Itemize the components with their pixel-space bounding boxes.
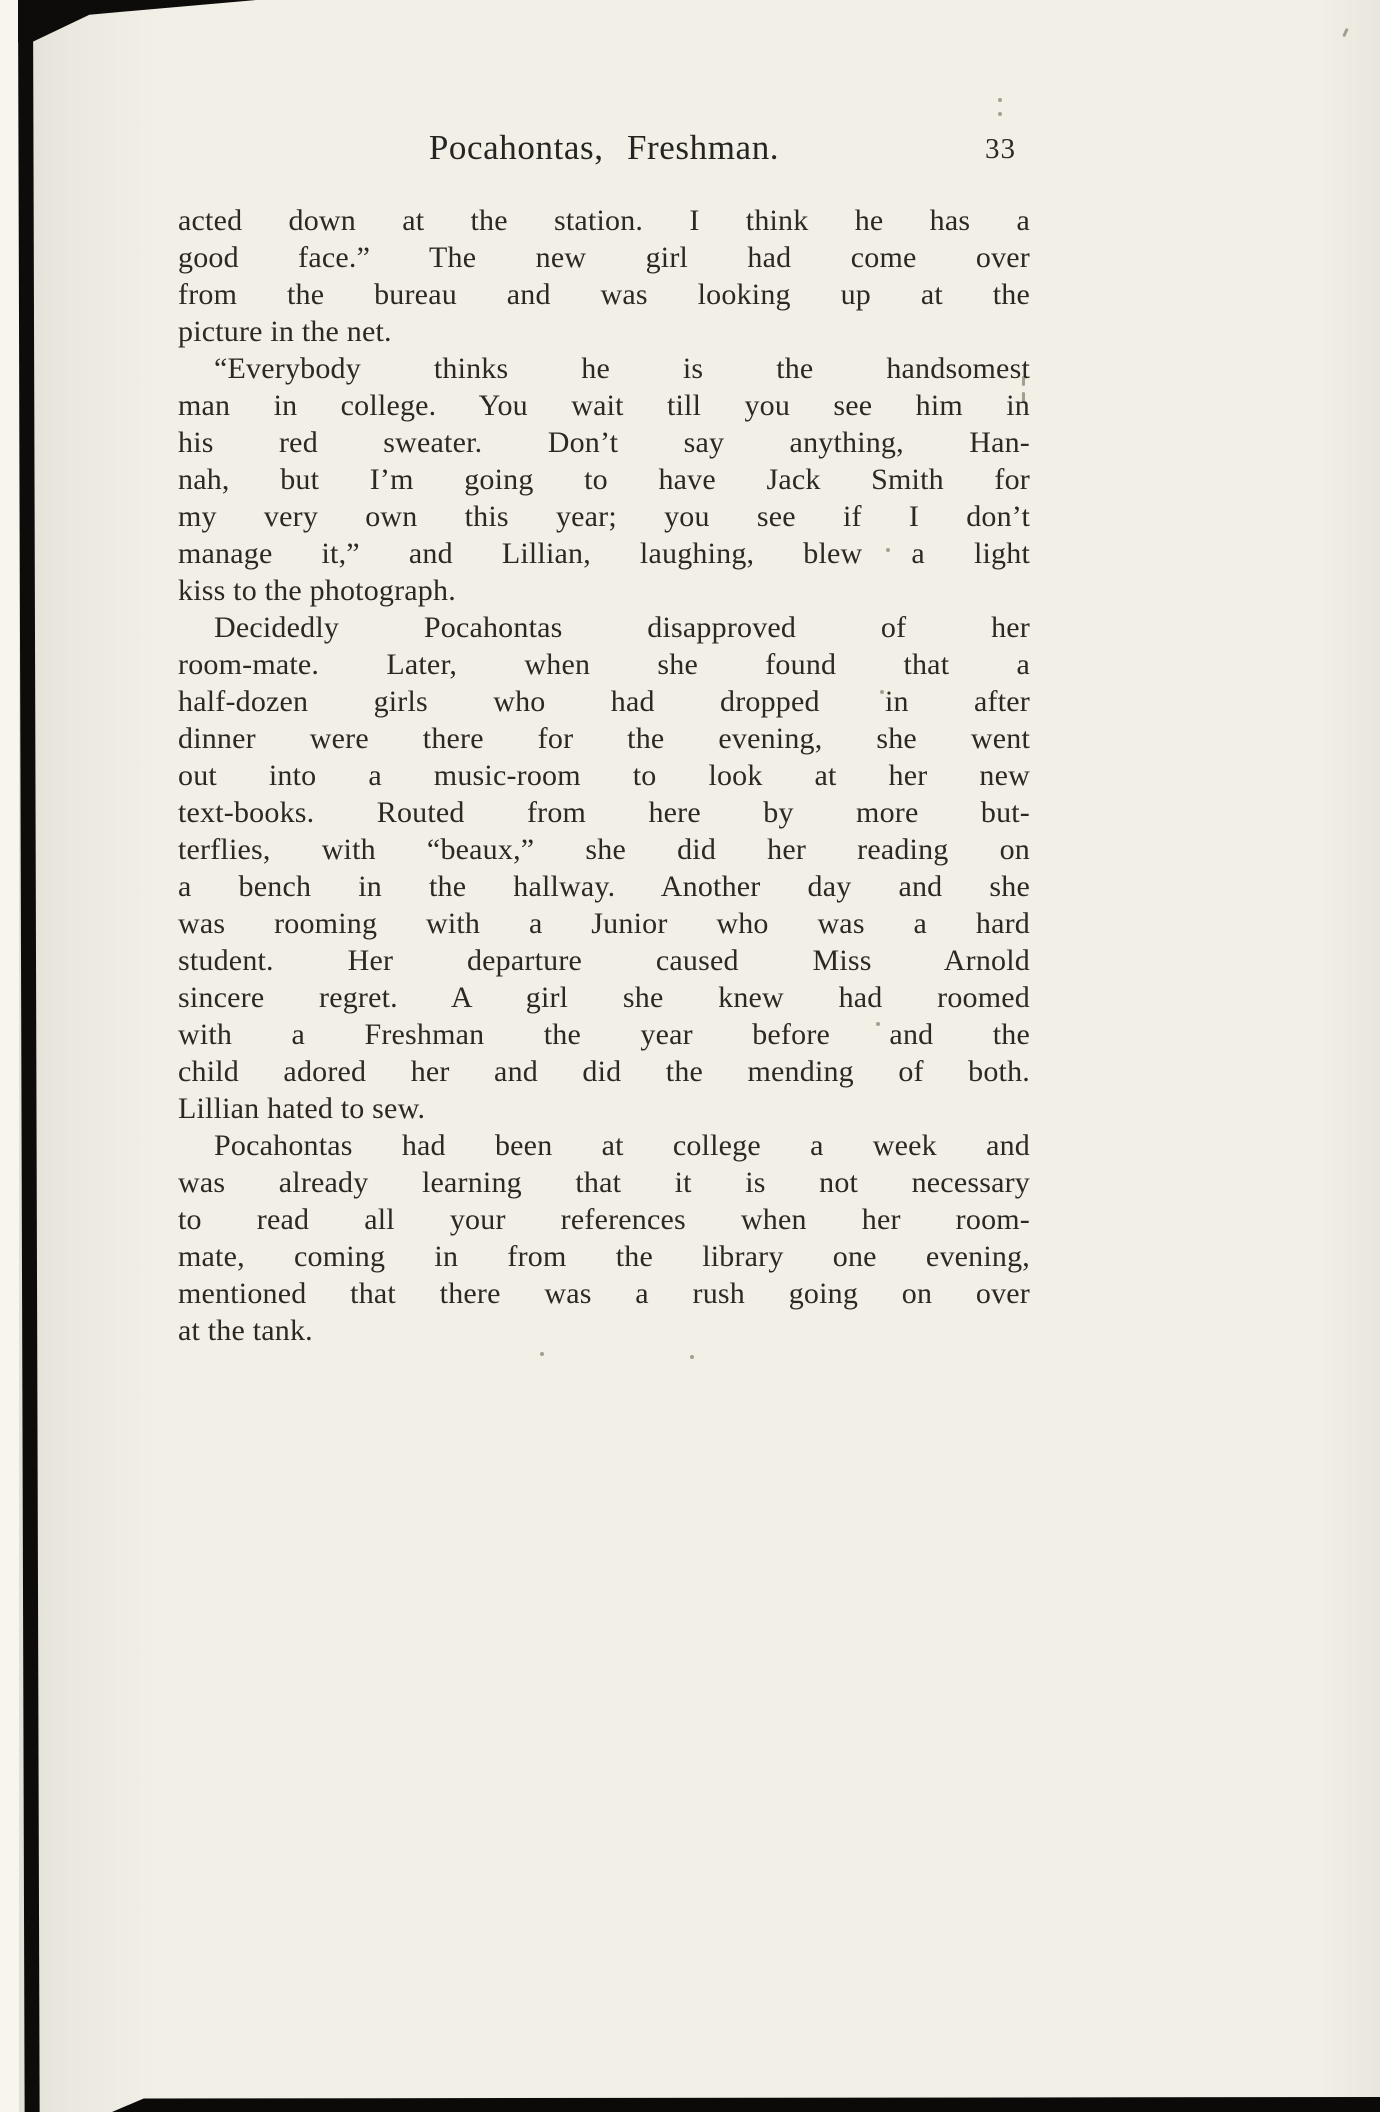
- page-header: [178, 128, 1030, 176]
- text-line: text-books. Routed from here by more but-: [178, 796, 1030, 829]
- text-line: Decidedly Pocahontas disapproved of her: [214, 611, 1030, 644]
- paragraph: [178, 350, 1030, 609]
- bottom-scan-edge: [112, 2097, 1380, 2112]
- scan-speck: [1342, 28, 1349, 37]
- text-line: with a Freshman the year before and the: [178, 1018, 1030, 1051]
- text-line: “Everybody thinks he is the handsomest: [214, 352, 1030, 385]
- text-line: child adored her and did the mending of both.: [178, 1055, 1030, 1088]
- paragraph: [178, 202, 1030, 350]
- page-number: 33: [985, 133, 1016, 165]
- text-line: kiss to the photograph.: [178, 574, 456, 607]
- scan-speck: [998, 98, 1002, 102]
- text-line: at the tank.: [178, 1314, 313, 1347]
- text-line: from the bureau and was looking up at the: [178, 278, 1030, 311]
- text-line: his red sweater. Don’t say anything, Han-: [178, 426, 1030, 459]
- scan-speck: [998, 112, 1002, 116]
- paragraph: [178, 1127, 1030, 1349]
- text-line: my very own this year; you see if I don’t: [178, 500, 1030, 533]
- page-content: [178, 128, 1030, 1349]
- text-line: nah, but I’m going to have Jack Smith for: [178, 463, 1030, 496]
- text-line: room-mate. Later, when she found that a: [178, 648, 1030, 681]
- text-line: student. Her departure caused Miss Arnold: [178, 944, 1030, 977]
- text-line: to read all your references when her room-: [178, 1203, 1030, 1236]
- text-line: was rooming with a Junior who was a hard: [178, 907, 1030, 940]
- text-line: a bench in the hallway. Another day and she: [178, 870, 1030, 903]
- text-line: terflies, with “beaux,” she did her reading on: [178, 833, 1030, 866]
- text-line: out into a music-room to look at her new: [178, 759, 1030, 792]
- text-line: dinner were there for the evening, she went: [178, 722, 1030, 755]
- text-line: sincere regret. A girl she knew had roomed: [178, 981, 1030, 1014]
- text-line: mentioned that there was a rush going on over: [178, 1277, 1030, 1310]
- scan-speck: [690, 1355, 694, 1359]
- text-line: mate, coming in from the library one evening,: [178, 1240, 1030, 1273]
- text-line: picture in the net.: [178, 315, 392, 348]
- scan-speck: [540, 1352, 544, 1356]
- text-line: manage it,” and Lillian, laughing, blew a light: [178, 537, 1030, 570]
- page-corner-shadow: [18, 0, 256, 42]
- page-title: Pocahontas, Freshman.: [428, 128, 780, 167]
- text-line: acted down at the station. I think he has a: [178, 204, 1030, 237]
- paragraph: [178, 609, 1030, 1127]
- text-line: was already learning that it is not necessary: [178, 1166, 1030, 1199]
- text-line: good face.” The new girl had come over: [178, 241, 1030, 274]
- binding-edge: [18, 0, 40, 2112]
- text-line: Lillian hated to sew.: [178, 1092, 426, 1125]
- text-line: Pocahontas had been at college a week and: [214, 1129, 1030, 1162]
- text-line: half-dozen girls who had dropped in after: [178, 685, 1030, 718]
- scan-left-margin: [0, 0, 19, 2112]
- page-text: [178, 202, 1030, 1349]
- text-line: man in college. You wait till you see him in: [178, 389, 1030, 422]
